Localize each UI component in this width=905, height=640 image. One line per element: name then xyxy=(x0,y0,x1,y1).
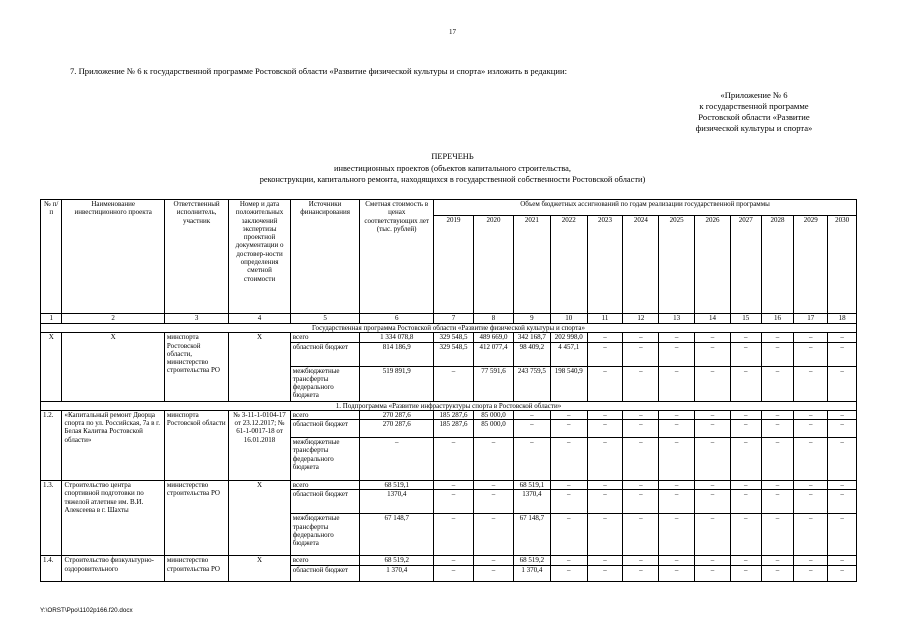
year-value: – xyxy=(828,490,857,514)
year-value: – xyxy=(659,556,695,565)
table-row xyxy=(41,481,857,490)
year-value: – xyxy=(659,438,695,481)
year-value: 68 519,2 xyxy=(513,556,550,565)
year-value: – xyxy=(730,438,761,481)
column-number: 10 xyxy=(550,314,587,324)
row-number: 1.4. xyxy=(41,556,62,581)
year-value: 1370,4 xyxy=(513,490,550,514)
year-value: – xyxy=(550,514,587,556)
column-number: 3 xyxy=(164,314,228,324)
year-value: 185 287,6 xyxy=(434,420,474,438)
year-value: – xyxy=(513,420,550,438)
year-value: – xyxy=(794,366,828,401)
year-value: – xyxy=(730,333,761,342)
year-value: – xyxy=(761,481,794,490)
year-value: – xyxy=(794,514,828,556)
estimated-cost: 270 287,6 xyxy=(360,410,434,419)
column-number: 18 xyxy=(828,314,857,324)
estimated-cost: 519 891,9 xyxy=(360,366,434,401)
year-value: – xyxy=(550,438,587,481)
project-executor: минспорта Ростовской области xyxy=(164,410,228,480)
year-value: – xyxy=(794,481,828,490)
funding-source: межбюджетные трансферты федерального бюджета xyxy=(290,366,360,401)
year-value: – xyxy=(623,438,659,481)
year-value: – xyxy=(695,514,731,556)
year-value: – xyxy=(794,556,828,565)
project-name: «Капитальный ремонт Дворца спорта по ул. Российская, 7а в г. Белая Калитва Ростовской области» xyxy=(62,410,164,480)
year-value: – xyxy=(761,333,794,342)
estimated-cost: 270 287,6 xyxy=(360,420,434,438)
estimated-cost: 814 186,9 xyxy=(360,342,434,366)
year-value: – xyxy=(623,556,659,565)
project-executor: министерство строительства РО xyxy=(164,481,228,556)
funding-source: всего xyxy=(290,556,360,565)
table-row xyxy=(41,410,857,419)
year-value: – xyxy=(587,333,623,342)
project-expertise: № 3-11-1-0104-17 от 23.12.2017; № 61-1-0017-18 от 16.01.2018 xyxy=(229,410,290,480)
year-value: – xyxy=(730,556,761,565)
year-value: – xyxy=(730,366,761,401)
year-value: – xyxy=(695,420,731,438)
year-value: – xyxy=(794,565,828,581)
year-value: – xyxy=(623,410,659,419)
year-value: – xyxy=(623,420,659,438)
estimated-cost: 1 370,4 xyxy=(360,565,434,581)
year-value: – xyxy=(828,342,857,366)
year-value: – xyxy=(587,420,623,438)
year-value: – xyxy=(623,366,659,401)
year-value: – xyxy=(828,410,857,419)
project-expertise: Х xyxy=(229,481,290,556)
year-value: – xyxy=(828,366,857,401)
year-value: – xyxy=(434,556,474,565)
row-number: 1.3. xyxy=(41,481,62,556)
year-value: – xyxy=(550,565,587,581)
year-value: – xyxy=(513,438,550,481)
document-subtitle-line: реконструкции, капитального ремонта, находящихся в государственной собственности Ростовской области) xyxy=(259,175,646,184)
column-number: 12 xyxy=(623,314,659,324)
year-value: – xyxy=(434,514,474,556)
year-value: – xyxy=(828,438,857,481)
header-year: 2024 xyxy=(623,216,659,314)
year-value: – xyxy=(434,438,474,481)
footer-path: Y:\ORST\Ppo\1102p166.f20.docx xyxy=(40,607,133,614)
column-numbers-row xyxy=(41,314,857,324)
year-value: – xyxy=(474,438,514,481)
estimated-cost: 1 334 078,8 xyxy=(360,333,434,342)
column-number: 6 xyxy=(360,314,434,324)
year-value: – xyxy=(659,514,695,556)
page-number: 17 xyxy=(449,28,456,36)
year-value: – xyxy=(730,420,761,438)
year-value: – xyxy=(550,556,587,565)
program-title: Государственная программа Ростовской области «Развитие физической культуры и спорта» xyxy=(41,324,857,333)
project-name: Х xyxy=(62,333,164,401)
year-value: – xyxy=(695,410,731,419)
year-value: 185 287,6 xyxy=(434,410,474,419)
header-year: 2029 xyxy=(794,216,828,314)
year-value: – xyxy=(659,420,695,438)
year-value: – xyxy=(623,514,659,556)
project-expertise: Х xyxy=(229,333,290,401)
header-name: Наименование инвестиционного проекта xyxy=(62,200,164,314)
year-value: 412 077,4 xyxy=(474,342,514,366)
header-source: Источники финансирования xyxy=(290,200,360,314)
year-value: – xyxy=(761,565,794,581)
year-value: – xyxy=(794,420,828,438)
year-value: 329 548,5 xyxy=(434,333,474,342)
estimated-cost: 1370,4 xyxy=(360,490,434,514)
appendix-line: физической культуры и спорта» xyxy=(695,123,813,133)
year-value: – xyxy=(695,565,731,581)
column-number: 16 xyxy=(761,314,794,324)
year-value: – xyxy=(550,420,587,438)
funding-source: межбюджетные трансферты федерального бюджета xyxy=(290,438,360,481)
project-executor: минспорта Ростовской области, министерство строительства РО xyxy=(164,333,228,401)
year-value: – xyxy=(659,490,695,514)
header-cost: Сметная стоимость в ценах соответствующих лет (тыс. рублей) xyxy=(360,200,434,314)
column-number: 8 xyxy=(474,314,514,324)
year-value: – xyxy=(695,556,731,565)
year-value: – xyxy=(474,481,514,490)
year-value: – xyxy=(587,565,623,581)
year-value: 198 540,9 xyxy=(550,366,587,401)
year-value: – xyxy=(695,481,731,490)
header-year: 2026 xyxy=(695,216,731,314)
table-row xyxy=(41,556,857,565)
project-name: Строительство физкультурно-оздоровительного xyxy=(62,556,164,581)
year-value: – xyxy=(659,342,695,366)
year-value: 243 759,5 xyxy=(513,366,550,401)
year-value: – xyxy=(550,410,587,419)
year-value: – xyxy=(730,565,761,581)
year-value: – xyxy=(550,481,587,490)
year-value: – xyxy=(659,366,695,401)
year-value: 489 669,0 xyxy=(474,333,514,342)
funding-source: всего xyxy=(290,333,360,342)
year-value: – xyxy=(587,438,623,481)
year-value: – xyxy=(730,410,761,419)
year-value: – xyxy=(474,565,514,581)
header-year: 2019 xyxy=(434,216,474,314)
row-number: 1.2. xyxy=(41,410,62,480)
appendix-line: «Приложение № 6 xyxy=(720,90,788,100)
year-value: – xyxy=(623,342,659,366)
year-value: – xyxy=(434,565,474,581)
year-value: – xyxy=(761,410,794,419)
column-number: 15 xyxy=(730,314,761,324)
project-executor: министерство строительства РО xyxy=(164,556,228,581)
estimated-cost: – xyxy=(360,438,434,481)
year-value: – xyxy=(587,481,623,490)
subprogram-row xyxy=(41,401,857,410)
year-value: – xyxy=(474,514,514,556)
year-value: – xyxy=(587,342,623,366)
year-value: – xyxy=(828,565,857,581)
year-value: – xyxy=(761,556,794,565)
funding-source: межбюджетные трансферты федерального бюджета xyxy=(290,514,360,556)
year-value: – xyxy=(659,481,695,490)
appendix-line: к государственной программе xyxy=(699,101,809,111)
year-value: – xyxy=(587,366,623,401)
year-value: – xyxy=(828,556,857,565)
year-value: – xyxy=(730,490,761,514)
year-value: – xyxy=(513,410,550,419)
year-value: – xyxy=(828,481,857,490)
table-row xyxy=(41,333,857,342)
year-value: – xyxy=(761,438,794,481)
year-value: – xyxy=(794,410,828,419)
header-num: № п/п xyxy=(41,200,62,314)
header-year: 2025 xyxy=(659,216,695,314)
funding-source: областной бюджет xyxy=(290,490,360,514)
year-value: – xyxy=(474,490,514,514)
year-value: – xyxy=(730,342,761,366)
header-volume: Объем бюджетных ассигнований по годам реализации государственной программы xyxy=(434,200,857,216)
appendix-line: Ростовской области «Развитие xyxy=(698,112,810,122)
document-subtitle-line: инвестиционных проектов (объектов капитального строительства, xyxy=(334,164,571,173)
funding-source: областной бюджет xyxy=(290,342,360,366)
year-value: – xyxy=(794,342,828,366)
column-number: 7 xyxy=(434,314,474,324)
header-expertise: Номер и дата положительных заключений экспертизы проектной документации о достовер-ности определения сметной стоимости xyxy=(229,200,290,314)
year-value: 67 148,7 xyxy=(513,514,550,556)
year-value: – xyxy=(695,333,731,342)
year-value: 202 998,0 xyxy=(550,333,587,342)
year-value: 342 168,7 xyxy=(513,333,550,342)
year-value: – xyxy=(587,556,623,565)
year-value: – xyxy=(659,565,695,581)
column-number: 9 xyxy=(513,314,550,324)
year-value: – xyxy=(587,490,623,514)
column-number: 11 xyxy=(587,314,623,324)
header-year: 2020 xyxy=(474,216,514,314)
year-value: – xyxy=(794,438,828,481)
estimated-cost: 68 519,1 xyxy=(360,481,434,490)
header-year: 2023 xyxy=(587,216,623,314)
year-value: 68 519,1 xyxy=(513,481,550,490)
funding-source: областной бюджет xyxy=(290,565,360,581)
year-value: 98 409,2 xyxy=(513,342,550,366)
year-value: – xyxy=(794,333,828,342)
year-value: – xyxy=(434,481,474,490)
project-expertise: Х xyxy=(229,556,290,581)
year-value: – xyxy=(587,410,623,419)
investment-projects-table xyxy=(40,199,857,582)
year-value: 4 457,1 xyxy=(550,342,587,366)
estimated-cost: 67 148,7 xyxy=(360,514,434,556)
funding-source: областной бюджет xyxy=(290,420,360,438)
year-value: – xyxy=(474,556,514,565)
column-number: 17 xyxy=(794,314,828,324)
year-value: – xyxy=(828,333,857,342)
column-number: 14 xyxy=(695,314,731,324)
subprogram-title: 1. Подпрограмма «Развитие инфраструктуры спорта в Ростовской области» xyxy=(41,401,857,410)
column-number: 2 xyxy=(62,314,164,324)
year-value: – xyxy=(695,342,731,366)
document-title: ПЕРЕЧЕНЬ xyxy=(431,152,474,161)
row-number: Х xyxy=(41,333,62,401)
header-year: 2027 xyxy=(730,216,761,314)
year-value: – xyxy=(794,490,828,514)
year-value: – xyxy=(695,366,731,401)
estimated-cost: 68 519,2 xyxy=(360,556,434,565)
header-year: 2022 xyxy=(550,216,587,314)
year-value: – xyxy=(587,514,623,556)
year-value: – xyxy=(623,481,659,490)
intro-text: 7. Приложение № 6 к государственной программе Ростовской области «Развитие физической культуры и спорта» изложить в редакции: xyxy=(70,66,567,76)
project-name: Строительство центра спортивной подготовки по тяжелой атлетике им. В.И. Алексеева в г. Шахты xyxy=(62,481,164,556)
column-number: 4 xyxy=(229,314,290,324)
year-value: – xyxy=(659,410,695,419)
year-value: 1 370,4 xyxy=(513,565,550,581)
year-value: – xyxy=(623,565,659,581)
year-value: – xyxy=(761,514,794,556)
column-number: 1 xyxy=(41,314,62,324)
year-value: – xyxy=(730,514,761,556)
column-number: 5 xyxy=(290,314,360,324)
year-value: – xyxy=(761,490,794,514)
year-value: 85 000,0 xyxy=(474,420,514,438)
year-value: – xyxy=(761,420,794,438)
year-value: – xyxy=(761,342,794,366)
year-value: – xyxy=(434,490,474,514)
year-value: – xyxy=(623,490,659,514)
year-value: – xyxy=(828,514,857,556)
appendix-heading xyxy=(648,90,860,134)
header-year: 2028 xyxy=(761,216,794,314)
year-value: – xyxy=(828,420,857,438)
year-value: – xyxy=(550,490,587,514)
column-number: 13 xyxy=(659,314,695,324)
header-year: 2030 xyxy=(828,216,857,314)
year-value: – xyxy=(623,333,659,342)
header-executor: Ответственный исполнитель, участник xyxy=(164,200,228,314)
year-value: – xyxy=(761,366,794,401)
header-row xyxy=(41,200,857,216)
program-row xyxy=(41,324,857,333)
header-year: 2021 xyxy=(513,216,550,314)
year-value: 77 591,6 xyxy=(474,366,514,401)
funding-source: всего xyxy=(290,481,360,490)
year-value: 329 548,5 xyxy=(434,342,474,366)
year-value: – xyxy=(695,438,731,481)
funding-source: всего xyxy=(290,410,360,419)
year-value: – xyxy=(434,366,474,401)
year-value: – xyxy=(659,333,695,342)
year-value: – xyxy=(695,490,731,514)
year-value: 85 000,0 xyxy=(474,410,514,419)
year-value: – xyxy=(730,481,761,490)
